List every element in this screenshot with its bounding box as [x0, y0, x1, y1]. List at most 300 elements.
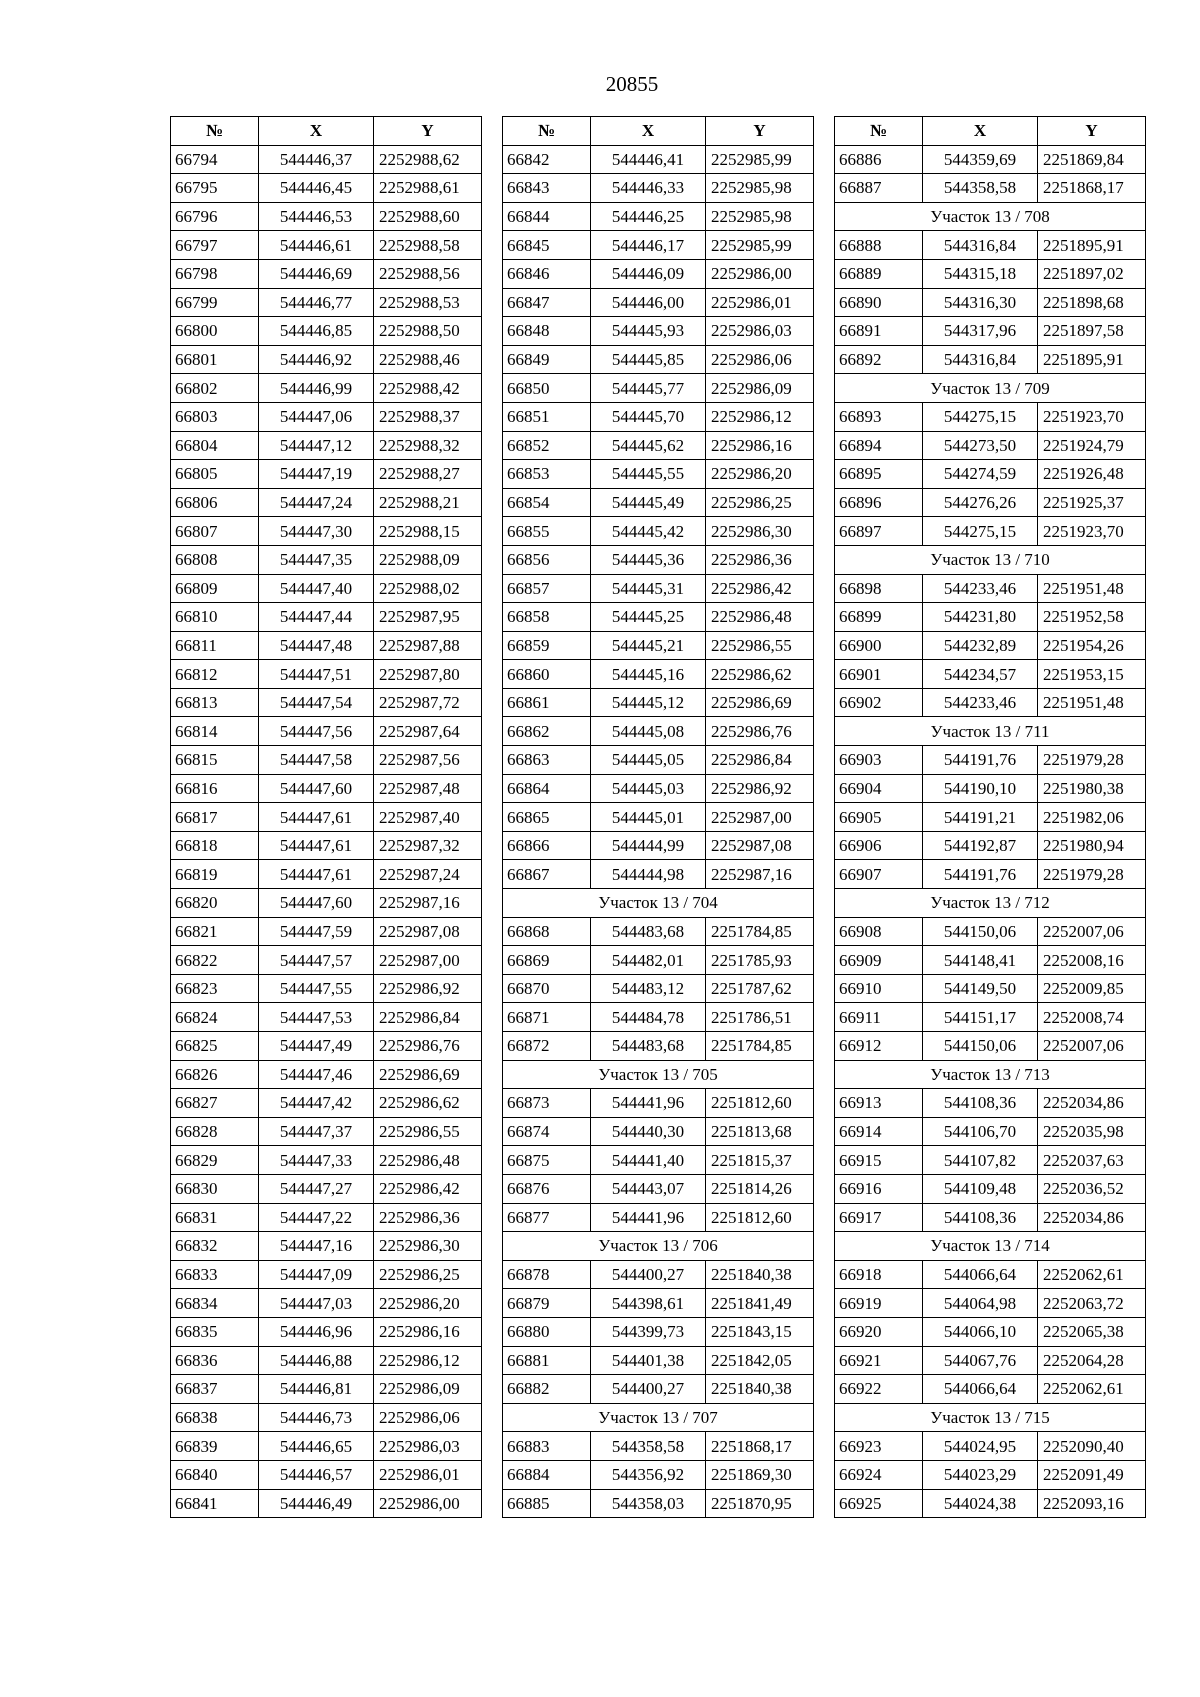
y-coordinate-cell: 2251954,26 — [1038, 631, 1146, 660]
x-coordinate-cell: 544447,37 — [259, 1117, 374, 1146]
table-row — [171, 202, 482, 231]
point-number-cell: 66872 — [503, 1032, 591, 1061]
point-number-cell: 66848 — [503, 317, 591, 346]
y-coordinate-cell: 2252036,52 — [1038, 1174, 1146, 1203]
y-coordinate-cell: 2252988,62 — [374, 145, 482, 174]
y-coordinate-cell: 2252986,06 — [374, 1403, 482, 1432]
point-number-cell: 66887 — [835, 174, 923, 203]
point-number-cell: 66832 — [171, 1232, 259, 1261]
x-coordinate-cell: 544445,55 — [591, 460, 706, 489]
table-row — [503, 1003, 814, 1032]
x-coordinate-cell: 544192,87 — [923, 831, 1038, 860]
table-row — [171, 1232, 482, 1261]
section-label: Участок 13 / 710 — [835, 545, 1146, 574]
point-number-cell: 66822 — [171, 946, 259, 975]
table-row — [503, 145, 814, 174]
section-label: Участок 13 / 706 — [503, 1232, 814, 1261]
x-coordinate-cell: 544447,61 — [259, 803, 374, 832]
x-coordinate-cell: 544107,82 — [923, 1146, 1038, 1175]
point-number-cell: 66910 — [835, 974, 923, 1003]
y-coordinate-cell: 2251784,85 — [706, 917, 814, 946]
section-label: Участок 13 / 705 — [503, 1060, 814, 1089]
point-number-cell: 66888 — [835, 231, 923, 260]
table-row — [835, 259, 1146, 288]
table-row — [835, 460, 1146, 489]
y-coordinate-cell: 2252986,25 — [374, 1260, 482, 1289]
x-coordinate-cell: 544447,53 — [259, 1003, 374, 1032]
point-number-cell: 66805 — [171, 460, 259, 489]
y-coordinate-cell: 2252986,36 — [706, 545, 814, 574]
x-coordinate-cell: 544445,31 — [591, 574, 706, 603]
x-coordinate-cell: 544447,27 — [259, 1174, 374, 1203]
x-coordinate-cell: 544445,05 — [591, 746, 706, 775]
y-coordinate-cell: 2251841,49 — [706, 1289, 814, 1318]
x-coordinate-cell: 544447,46 — [259, 1060, 374, 1089]
x-coordinate-cell: 544445,25 — [591, 603, 706, 632]
table-row — [835, 1003, 1146, 1032]
y-coordinate-cell: 2251951,48 — [1038, 574, 1146, 603]
section-label: Участок 13 / 713 — [835, 1060, 1146, 1089]
y-coordinate-cell: 2252062,61 — [1038, 1375, 1146, 1404]
x-coordinate-cell: 544191,76 — [923, 860, 1038, 889]
table-row — [171, 1375, 482, 1404]
table-row — [171, 889, 482, 918]
table-row — [503, 574, 814, 603]
table-row — [171, 517, 482, 546]
point-number-cell: 66917 — [835, 1203, 923, 1232]
y-coordinate-cell: 2251898,68 — [1038, 288, 1146, 317]
x-coordinate-cell: 544447,03 — [259, 1289, 374, 1318]
table-row — [835, 974, 1146, 1003]
coordinate-table-3 — [834, 116, 1146, 1518]
point-number-cell: 66827 — [171, 1089, 259, 1118]
section-label: Участок 13 / 711 — [835, 717, 1146, 746]
table-row — [171, 460, 482, 489]
x-coordinate-cell: 544446,92 — [259, 345, 374, 374]
y-coordinate-cell: 2251953,15 — [1038, 660, 1146, 689]
x-coordinate-cell: 544445,08 — [591, 717, 706, 746]
x-coordinate-cell: 544441,96 — [591, 1203, 706, 1232]
point-number-cell: 66844 — [503, 202, 591, 231]
x-coordinate-cell: 544483,12 — [591, 974, 706, 1003]
y-coordinate-cell: 2252987,72 — [374, 688, 482, 717]
y-coordinate-cell: 2252986,69 — [374, 1060, 482, 1089]
x-coordinate-cell: 544150,06 — [923, 1032, 1038, 1061]
table-row — [835, 860, 1146, 889]
section-row — [835, 545, 1146, 574]
x-coordinate-cell: 544446,65 — [259, 1432, 374, 1461]
y-coordinate-cell: 2252986,69 — [706, 688, 814, 717]
x-coordinate-cell: 544482,01 — [591, 946, 706, 975]
table-row — [835, 660, 1146, 689]
x-coordinate-cell: 544447,49 — [259, 1032, 374, 1061]
point-number-cell: 66904 — [835, 774, 923, 803]
point-number-cell: 66851 — [503, 402, 591, 431]
table-row — [171, 374, 482, 403]
point-number-cell: 66815 — [171, 746, 259, 775]
y-coordinate-cell: 2251840,38 — [706, 1260, 814, 1289]
x-coordinate-cell: 544447,12 — [259, 431, 374, 460]
y-coordinate-cell: 2252062,61 — [1038, 1260, 1146, 1289]
y-coordinate-cell: 2252986,30 — [374, 1232, 482, 1261]
table-row — [171, 860, 482, 889]
point-number-cell: 66906 — [835, 831, 923, 860]
point-number-cell: 66885 — [503, 1489, 591, 1518]
x-coordinate-cell: 544023,29 — [923, 1460, 1038, 1489]
y-coordinate-cell: 2252988,15 — [374, 517, 482, 546]
table-row — [503, 1375, 814, 1404]
x-coordinate-cell: 544275,15 — [923, 517, 1038, 546]
table-row — [171, 1403, 482, 1432]
table-row — [503, 631, 814, 660]
x-coordinate-cell: 544445,16 — [591, 660, 706, 689]
x-coordinate-cell: 544233,46 — [923, 574, 1038, 603]
x-coordinate-cell: 544234,57 — [923, 660, 1038, 689]
table-row — [835, 1146, 1146, 1175]
x-coordinate-cell: 544446,73 — [259, 1403, 374, 1432]
x-coordinate-cell: 544446,41 — [591, 145, 706, 174]
x-coordinate-cell: 544109,48 — [923, 1174, 1038, 1203]
point-number-cell: 66895 — [835, 460, 923, 489]
y-coordinate-cell: 2252986,16 — [706, 431, 814, 460]
y-coordinate-cell: 2252988,46 — [374, 345, 482, 374]
y-coordinate-cell: 2252037,63 — [1038, 1146, 1146, 1175]
point-number-cell: 66876 — [503, 1174, 591, 1203]
point-number-cell: 66823 — [171, 974, 259, 1003]
x-coordinate-cell: 544190,10 — [923, 774, 1038, 803]
table-row — [835, 1489, 1146, 1518]
table-row — [503, 517, 814, 546]
point-number-cell: 66860 — [503, 660, 591, 689]
y-coordinate-cell: 2251869,84 — [1038, 145, 1146, 174]
x-coordinate-cell: 544446,61 — [259, 231, 374, 260]
table-row — [171, 288, 482, 317]
table-row — [503, 917, 814, 946]
point-number-cell: 66825 — [171, 1032, 259, 1061]
table-row — [171, 631, 482, 660]
point-number-cell: 66923 — [835, 1432, 923, 1461]
x-coordinate-cell: 544447,06 — [259, 402, 374, 431]
y-coordinate-cell: 2251925,37 — [1038, 488, 1146, 517]
table-row — [835, 688, 1146, 717]
section-label: Участок 13 / 712 — [835, 889, 1146, 918]
x-coordinate-cell: 544447,42 — [259, 1089, 374, 1118]
y-coordinate-cell: 2251923,70 — [1038, 402, 1146, 431]
y-coordinate-cell: 2252987,88 — [374, 631, 482, 660]
y-coordinate-cell: 2252986,00 — [374, 1489, 482, 1518]
point-number-cell: 66880 — [503, 1317, 591, 1346]
x-coordinate-cell: 544446,09 — [591, 259, 706, 288]
point-number-cell: 66811 — [171, 631, 259, 660]
point-number-cell: 66901 — [835, 660, 923, 689]
table-row — [503, 1117, 814, 1146]
x-coordinate-cell: 544066,64 — [923, 1260, 1038, 1289]
table-row — [503, 345, 814, 374]
y-coordinate-cell: 2252986,06 — [706, 345, 814, 374]
point-number-cell: 66894 — [835, 431, 923, 460]
x-coordinate-cell: 544484,78 — [591, 1003, 706, 1032]
point-number-cell: 66814 — [171, 717, 259, 746]
y-coordinate-cell: 2252064,28 — [1038, 1346, 1146, 1375]
table-row — [171, 431, 482, 460]
x-coordinate-cell: 544316,84 — [923, 345, 1038, 374]
point-number-cell: 66831 — [171, 1203, 259, 1232]
table-row — [503, 1346, 814, 1375]
y-coordinate-cell: 2251868,17 — [1038, 174, 1146, 203]
point-number-cell: 66886 — [835, 145, 923, 174]
table-row — [171, 774, 482, 803]
section-label: Участок 13 / 714 — [835, 1232, 1146, 1261]
y-coordinate-cell: 2252988,60 — [374, 202, 482, 231]
point-number-cell: 66821 — [171, 917, 259, 946]
point-number-cell: 66873 — [503, 1089, 591, 1118]
point-number-cell: 66837 — [171, 1375, 259, 1404]
point-number-cell: 66841 — [171, 1489, 259, 1518]
section-label: Участок 13 / 708 — [835, 202, 1146, 231]
y-coordinate-cell: 2252986,00 — [706, 259, 814, 288]
header-number: № — [503, 117, 591, 146]
x-coordinate-cell: 544446,85 — [259, 317, 374, 346]
table-row — [171, 974, 482, 1003]
y-coordinate-cell: 2251840,38 — [706, 1375, 814, 1404]
y-coordinate-cell: 2252986,09 — [706, 374, 814, 403]
x-coordinate-cell: 544447,61 — [259, 860, 374, 889]
section-row — [503, 889, 814, 918]
table-body — [171, 145, 482, 1518]
x-coordinate-cell: 544359,69 — [923, 145, 1038, 174]
x-coordinate-cell: 544317,96 — [923, 317, 1038, 346]
point-number-cell: 66809 — [171, 574, 259, 603]
table-row — [171, 603, 482, 632]
coordinate-table-2 — [502, 116, 814, 1518]
y-coordinate-cell: 2252034,86 — [1038, 1089, 1146, 1118]
y-coordinate-cell: 2251926,48 — [1038, 460, 1146, 489]
table-row — [503, 1260, 814, 1289]
x-coordinate-cell: 544356,92 — [591, 1460, 706, 1489]
point-number-cell: 66883 — [503, 1432, 591, 1461]
x-coordinate-cell: 544445,62 — [591, 431, 706, 460]
table-row — [835, 317, 1146, 346]
point-number-cell: 66796 — [171, 202, 259, 231]
point-number-cell: 66915 — [835, 1146, 923, 1175]
x-coordinate-cell: 544446,57 — [259, 1460, 374, 1489]
x-coordinate-cell: 544064,98 — [923, 1289, 1038, 1318]
y-coordinate-cell: 2252985,99 — [706, 231, 814, 260]
table-row — [171, 488, 482, 517]
table-row — [503, 717, 814, 746]
table-row — [835, 1260, 1146, 1289]
point-number-cell: 66800 — [171, 317, 259, 346]
point-number-cell: 66842 — [503, 145, 591, 174]
table-row — [835, 345, 1146, 374]
y-coordinate-cell: 2251924,79 — [1038, 431, 1146, 460]
x-coordinate-cell: 544446,00 — [591, 288, 706, 317]
table-row — [171, 345, 482, 374]
point-number-cell: 66824 — [171, 1003, 259, 1032]
x-coordinate-cell: 544447,56 — [259, 717, 374, 746]
point-number-cell: 66802 — [171, 374, 259, 403]
y-coordinate-cell: 2252090,40 — [1038, 1432, 1146, 1461]
point-number-cell: 66855 — [503, 517, 591, 546]
table-row — [171, 1146, 482, 1175]
header-x: X — [591, 117, 706, 146]
x-coordinate-cell: 544274,59 — [923, 460, 1038, 489]
point-number-cell: 66801 — [171, 345, 259, 374]
y-coordinate-cell: 2252985,99 — [706, 145, 814, 174]
y-coordinate-cell: 2252988,61 — [374, 174, 482, 203]
x-coordinate-cell: 544446,96 — [259, 1317, 374, 1346]
point-number-cell: 66798 — [171, 259, 259, 288]
x-coordinate-cell: 544150,06 — [923, 917, 1038, 946]
y-coordinate-cell: 2252093,16 — [1038, 1489, 1146, 1518]
point-number-cell: 66859 — [503, 631, 591, 660]
point-number-cell: 66868 — [503, 917, 591, 946]
table-row — [503, 1174, 814, 1203]
x-coordinate-cell: 544275,15 — [923, 402, 1038, 431]
x-coordinate-cell: 544316,84 — [923, 231, 1038, 260]
y-coordinate-cell: 2251786,51 — [706, 1003, 814, 1032]
section-row — [835, 1403, 1146, 1432]
x-coordinate-cell: 544441,40 — [591, 1146, 706, 1175]
table-row — [503, 1146, 814, 1175]
y-coordinate-cell: 2252987,64 — [374, 717, 482, 746]
y-coordinate-cell: 2252987,56 — [374, 746, 482, 775]
table-row — [171, 1089, 482, 1118]
y-coordinate-cell: 2252009,85 — [1038, 974, 1146, 1003]
y-coordinate-cell: 2252988,37 — [374, 402, 482, 431]
y-coordinate-cell: 2252988,02 — [374, 574, 482, 603]
y-coordinate-cell: 2252988,56 — [374, 259, 482, 288]
table-row — [171, 1432, 482, 1461]
table-row — [503, 660, 814, 689]
table-row — [171, 231, 482, 260]
section-row — [503, 1403, 814, 1432]
point-number-cell: 66875 — [503, 1146, 591, 1175]
table-row — [503, 460, 814, 489]
point-number-cell: 66807 — [171, 517, 259, 546]
table-row — [835, 831, 1146, 860]
point-number-cell: 66893 — [835, 402, 923, 431]
section-row — [835, 202, 1146, 231]
x-coordinate-cell: 544024,95 — [923, 1432, 1038, 1461]
point-number-cell: 66867 — [503, 860, 591, 889]
section-label: Участок 13 / 707 — [503, 1403, 814, 1432]
point-number-cell: 66850 — [503, 374, 591, 403]
x-coordinate-cell: 544445,93 — [591, 317, 706, 346]
section-row — [503, 1060, 814, 1089]
point-number-cell: 66900 — [835, 631, 923, 660]
point-number-cell: 66874 — [503, 1117, 591, 1146]
y-coordinate-cell: 2252986,92 — [706, 774, 814, 803]
point-number-cell: 66878 — [503, 1260, 591, 1289]
section-row — [835, 1232, 1146, 1261]
y-coordinate-cell: 2252988,53 — [374, 288, 482, 317]
table-row — [503, 803, 814, 832]
point-number-cell: 66913 — [835, 1089, 923, 1118]
table-row — [835, 402, 1146, 431]
point-number-cell: 66816 — [171, 774, 259, 803]
point-number-cell: 66843 — [503, 174, 591, 203]
x-coordinate-cell: 544108,36 — [923, 1089, 1038, 1118]
table-row — [835, 288, 1146, 317]
point-number-cell: 66804 — [171, 431, 259, 460]
x-coordinate-cell: 544445,42 — [591, 517, 706, 546]
y-coordinate-cell: 2251951,48 — [1038, 688, 1146, 717]
x-coordinate-cell: 544106,70 — [923, 1117, 1038, 1146]
x-coordinate-cell: 544447,59 — [259, 917, 374, 946]
y-coordinate-cell: 2252008,16 — [1038, 946, 1146, 975]
x-coordinate-cell: 544440,30 — [591, 1117, 706, 1146]
table-row — [503, 1289, 814, 1318]
table-row — [835, 174, 1146, 203]
x-coordinate-cell: 544447,61 — [259, 831, 374, 860]
point-number-cell: 66881 — [503, 1346, 591, 1375]
y-coordinate-cell: 2252987,00 — [374, 946, 482, 975]
table-row — [171, 259, 482, 288]
table-row — [171, 917, 482, 946]
table-row — [503, 431, 814, 460]
x-coordinate-cell: 544447,24 — [259, 488, 374, 517]
x-coordinate-cell: 544315,18 — [923, 259, 1038, 288]
x-coordinate-cell: 544066,10 — [923, 1317, 1038, 1346]
x-coordinate-cell: 544401,38 — [591, 1346, 706, 1375]
y-coordinate-cell: 2252986,84 — [374, 1003, 482, 1032]
table-row — [171, 1117, 482, 1146]
table-row — [171, 574, 482, 603]
table-row — [171, 1060, 482, 1089]
point-number-cell: 66846 — [503, 259, 591, 288]
y-coordinate-cell: 2252987,08 — [706, 831, 814, 860]
y-coordinate-cell: 2252091,49 — [1038, 1460, 1146, 1489]
x-coordinate-cell: 544400,27 — [591, 1260, 706, 1289]
x-coordinate-cell: 544149,50 — [923, 974, 1038, 1003]
point-number-cell: 66909 — [835, 946, 923, 975]
x-coordinate-cell: 544273,50 — [923, 431, 1038, 460]
y-coordinate-cell: 2251979,28 — [1038, 746, 1146, 775]
point-number-cell: 66912 — [835, 1032, 923, 1061]
y-coordinate-cell: 2252986,62 — [374, 1089, 482, 1118]
x-coordinate-cell: 544446,99 — [259, 374, 374, 403]
y-coordinate-cell: 2252988,42 — [374, 374, 482, 403]
point-number-cell: 66924 — [835, 1460, 923, 1489]
y-coordinate-cell: 2252987,48 — [374, 774, 482, 803]
x-coordinate-cell: 544231,80 — [923, 603, 1038, 632]
table-row — [171, 1203, 482, 1232]
table-row — [503, 202, 814, 231]
point-number-cell: 66865 — [503, 803, 591, 832]
x-coordinate-cell: 544446,77 — [259, 288, 374, 317]
table-row — [503, 1032, 814, 1061]
point-number-cell: 66890 — [835, 288, 923, 317]
header-number: № — [835, 117, 923, 146]
point-number-cell: 66903 — [835, 746, 923, 775]
x-coordinate-cell: 544445,70 — [591, 402, 706, 431]
point-number-cell: 66854 — [503, 488, 591, 517]
table-row — [835, 1346, 1146, 1375]
table-row — [835, 1375, 1146, 1404]
y-coordinate-cell: 2252988,32 — [374, 431, 482, 460]
x-coordinate-cell: 544233,46 — [923, 688, 1038, 717]
y-coordinate-cell: 2252986,55 — [706, 631, 814, 660]
table-row — [835, 231, 1146, 260]
x-coordinate-cell: 544447,60 — [259, 889, 374, 918]
table-row — [171, 402, 482, 431]
x-coordinate-cell: 544444,99 — [591, 831, 706, 860]
point-number-cell: 66898 — [835, 574, 923, 603]
point-number-cell: 66856 — [503, 545, 591, 574]
y-coordinate-cell: 2251842,05 — [706, 1346, 814, 1375]
point-number-cell: 66857 — [503, 574, 591, 603]
